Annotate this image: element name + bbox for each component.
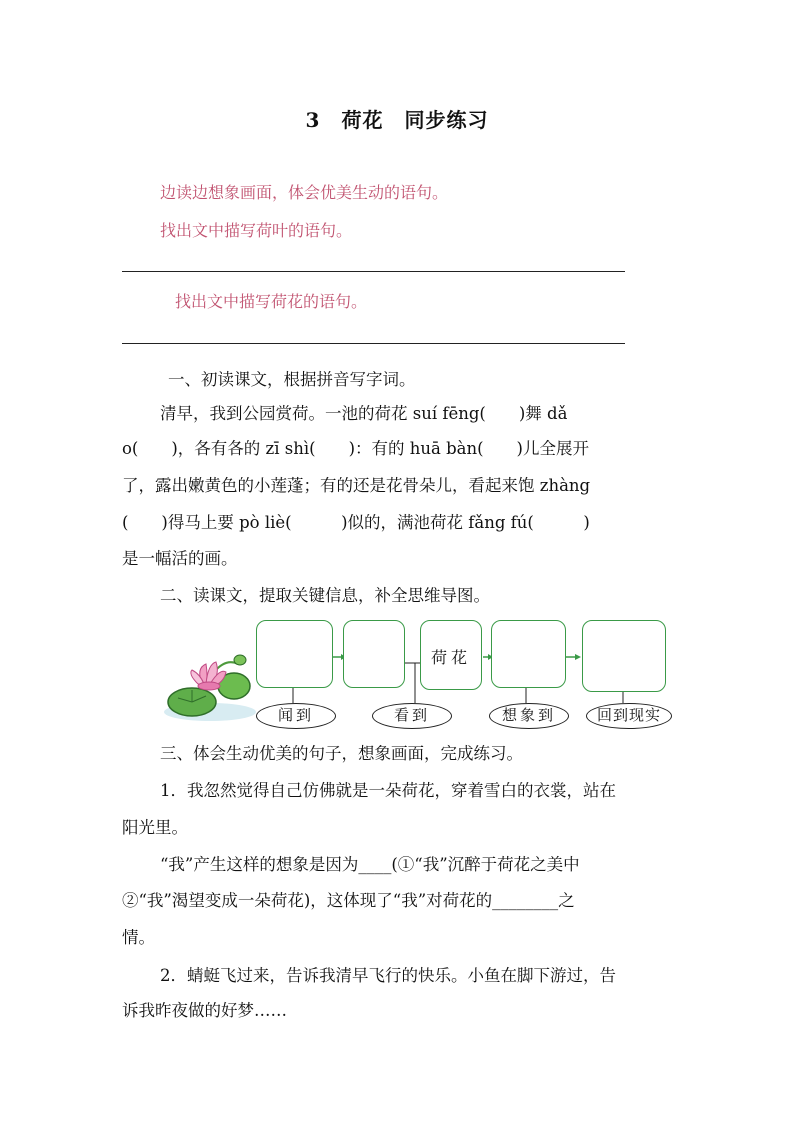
section3-heading: 三、体会生动优美的句子，想象画面，完成练习。 bbox=[160, 744, 523, 763]
intro-line-3: 找出文中描写荷花的语句。 bbox=[175, 292, 368, 311]
oval-return-reality: 回到现实 bbox=[586, 703, 672, 729]
arrow-right-icon bbox=[575, 654, 581, 660]
q1-sub-line-1: “我”产生这样的想象是因为____(①“我”沉醉于荷花之美中 bbox=[160, 855, 580, 874]
intro-line-2: 找出文中描写荷叶的语句。 bbox=[160, 221, 353, 240]
section1-line-3: 了，露出嫩黄色的小莲蓬；有的还是花骨朵儿，看起来饱 zhàng bbox=[122, 476, 591, 495]
oval-see: 看到 bbox=[372, 703, 452, 729]
q1-sub-line-2: ②“我”渴望变成一朵荷花)，这体现了“我”对荷花的________之 bbox=[122, 891, 575, 910]
q1-line-2: 阳光里。 bbox=[122, 818, 188, 837]
section2-heading: 二、读课文，提取关键信息，补全思维导图。 bbox=[160, 586, 490, 605]
section1-line-2: o( )，各有各的 zī shì( )：有的 huā bàn( )儿全展开 bbox=[122, 439, 589, 458]
q1-sub-line-3: 情。 bbox=[122, 928, 155, 947]
oval-smell: 闻到 bbox=[256, 703, 336, 729]
lotus-illustration bbox=[162, 650, 258, 722]
mind-map-box-4[interactable] bbox=[582, 620, 666, 692]
section1-line-5: 是一幅活的画。 bbox=[122, 549, 238, 568]
section1-heading: 一、初读课文，根据拼音写字词。 bbox=[168, 370, 416, 389]
answer-line-1[interactable] bbox=[122, 271, 625, 272]
mind-map-center-label: 荷花 bbox=[430, 648, 471, 667]
q2-line-2: 诉我昨夜做的好梦…… bbox=[122, 1001, 287, 1020]
section1-line-4: ( )得马上要 pò liè( )似的，满池荷花 fǎng fú( ) bbox=[122, 513, 590, 532]
section1-line-1: 清早，我到公园赏荷。一池的荷花 suí fēng( )舞 dǎ bbox=[160, 404, 568, 423]
mind-map-box-2[interactable] bbox=[343, 620, 405, 688]
page-title: 3 荷花 同步练习 bbox=[305, 108, 489, 132]
mind-map-box-3[interactable] bbox=[491, 620, 566, 688]
q1-line-1: 1．我忽然觉得自己仿佛就是一朵荷花，穿着雪白的衣裳，站在 bbox=[160, 781, 616, 800]
answer-line-2[interactable] bbox=[122, 343, 625, 344]
q2-line-1: 2．蜻蜓飞过来，告诉我清早飞行的快乐。小鱼在脚下游过，告 bbox=[160, 966, 616, 985]
oval-imagine: 想象到 bbox=[489, 703, 569, 729]
mind-map-box-center bbox=[420, 620, 482, 690]
intro-line-1: 边读边想象画面，体会优美生动的语句。 bbox=[160, 183, 449, 202]
mind-map-box-1[interactable] bbox=[256, 620, 333, 688]
